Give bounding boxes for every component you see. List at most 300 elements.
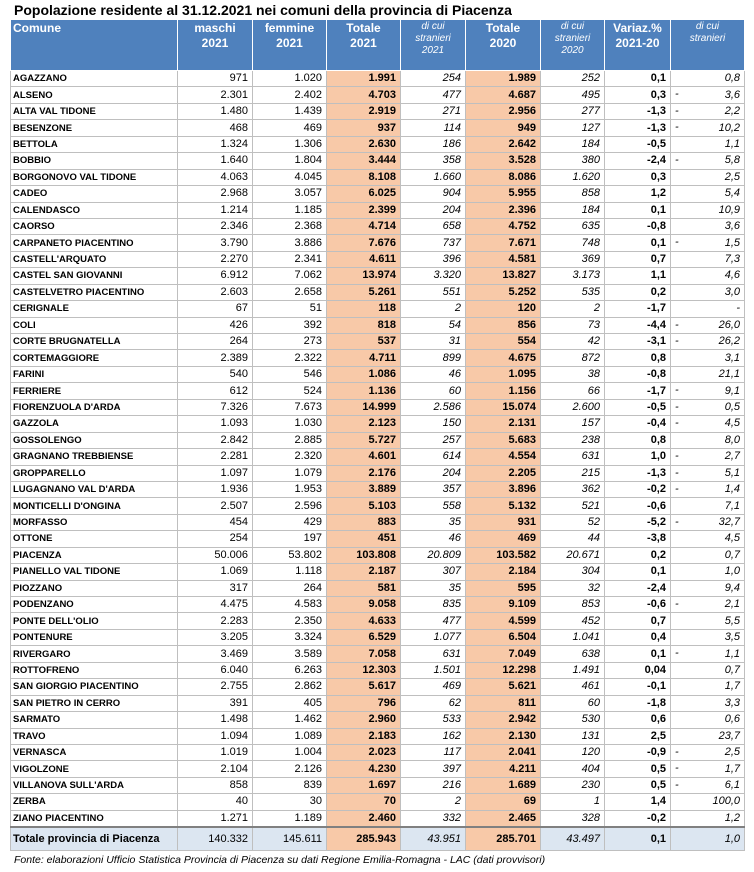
cell-variazione-stranieri: 2,5 bbox=[671, 169, 745, 185]
table-row bbox=[11, 646, 745, 662]
header-stranieri2021 bbox=[401, 20, 466, 71]
cell-variazione: 0,1 bbox=[605, 202, 671, 218]
cell-femmine: 273 bbox=[253, 334, 327, 350]
cell-stranieri-2021: 658 bbox=[401, 218, 466, 234]
table-row bbox=[11, 547, 745, 563]
cell-variazione: -2,4 bbox=[605, 153, 671, 169]
cell-maschi: 858 bbox=[178, 777, 253, 793]
cell-totale-2020: 5.252 bbox=[466, 284, 541, 300]
cell-variazione-stranieri: 1,0 bbox=[671, 827, 745, 851]
cell-totale-2020: 4.554 bbox=[466, 449, 541, 465]
header-femmine bbox=[253, 20, 327, 71]
cell-totale-2021: 451 bbox=[327, 531, 401, 547]
cell-totale-2021: 2.187 bbox=[327, 564, 401, 580]
cell-variazione: -0,8 bbox=[605, 366, 671, 382]
cell-totale-2020: 5.132 bbox=[466, 498, 541, 514]
table-row bbox=[11, 679, 745, 695]
header-line: 2020 bbox=[489, 36, 517, 50]
cell-variazione: -1,8 bbox=[605, 695, 671, 711]
value: 2,7 bbox=[724, 450, 740, 463]
header-comune bbox=[11, 20, 178, 71]
header-line: Comune bbox=[13, 21, 61, 35]
cell-comune: CASTELL'ARQUATO bbox=[11, 251, 178, 267]
cell-comune: ZERBA bbox=[11, 794, 178, 810]
table-row bbox=[11, 613, 745, 629]
cell-totale-2020: 4.581 bbox=[466, 251, 541, 267]
cell-variazione-stranieri bbox=[671, 465, 745, 481]
cell-variazione-stranieri bbox=[671, 646, 745, 662]
cell-femmine: 1.089 bbox=[253, 728, 327, 744]
table-row bbox=[11, 432, 745, 448]
cell-variazione-stranieri bbox=[671, 235, 745, 251]
negative-marker: - bbox=[675, 482, 679, 495]
cell-stranieri-2021: 2 bbox=[401, 301, 466, 317]
cell-stranieri-2021: 186 bbox=[401, 136, 466, 152]
cell-femmine: 2.368 bbox=[253, 218, 327, 234]
header-line: 2021 bbox=[276, 36, 303, 50]
population-table-wrapper bbox=[10, 19, 744, 851]
cell-femmine: 4.583 bbox=[253, 597, 327, 613]
table-row bbox=[11, 794, 745, 810]
cell-totale-2020: 15.074 bbox=[466, 399, 541, 415]
header-line: di cui bbox=[560, 21, 585, 32]
cell-comune: GOSSOLENGO bbox=[11, 432, 178, 448]
cell-comune: CORTEMAGGIORE bbox=[11, 350, 178, 366]
cell-totale-2021: 14.999 bbox=[327, 399, 401, 415]
cell-totale-2021: 8.108 bbox=[327, 169, 401, 185]
cell-stranieri-2020: 120 bbox=[541, 744, 605, 760]
cell-variazione-stranieri bbox=[671, 744, 745, 760]
cell-maschi: 254 bbox=[178, 531, 253, 547]
value: 4,5 bbox=[724, 417, 740, 430]
table-row bbox=[11, 301, 745, 317]
cell-comune: PIACENZA bbox=[11, 547, 178, 563]
cell-comune: VERNASCA bbox=[11, 744, 178, 760]
cell-maschi: 2.755 bbox=[178, 679, 253, 695]
cell-stranieri-2020: 184 bbox=[541, 136, 605, 152]
header-line: stranieri bbox=[415, 33, 451, 44]
cell-variazione: -1,3 bbox=[605, 120, 671, 136]
cell-totale-2020: 554 bbox=[466, 334, 541, 350]
header-line: Totale bbox=[346, 21, 381, 35]
table-row bbox=[11, 744, 745, 760]
cell-stranieri-2020: 1 bbox=[541, 794, 605, 810]
cell-stranieri-2020: 521 bbox=[541, 498, 605, 514]
cell-variazione-stranieri bbox=[671, 103, 745, 119]
cell-comune: CAORSO bbox=[11, 218, 178, 234]
cell-stranieri-2021: 54 bbox=[401, 317, 466, 333]
cell-totale-2021: 103.808 bbox=[327, 547, 401, 563]
cell-variazione: -1,3 bbox=[605, 103, 671, 119]
cell-stranieri-2021: 117 bbox=[401, 744, 466, 760]
cell-variazione-stranieri: 0,6 bbox=[671, 712, 745, 728]
cell-totale-2020: 2.465 bbox=[466, 810, 541, 827]
cell-stranieri-2020: 495 bbox=[541, 87, 605, 103]
cell-stranieri-2020: 157 bbox=[541, 416, 605, 432]
cell-totale-2020: 1.689 bbox=[466, 777, 541, 793]
cell-variazione-stranieri bbox=[671, 449, 745, 465]
cell-femmine: 3.324 bbox=[253, 629, 327, 645]
table-row bbox=[11, 186, 745, 202]
table-row bbox=[11, 120, 745, 136]
cell-totale-2021: 1.136 bbox=[327, 383, 401, 399]
table-row bbox=[11, 153, 745, 169]
cell-totale-2020: 856 bbox=[466, 317, 541, 333]
cell-totale-2020: 13.827 bbox=[466, 268, 541, 284]
cell-stranieri-2021: 614 bbox=[401, 449, 466, 465]
cell-maschi: 426 bbox=[178, 317, 253, 333]
cell-totale-2021: 883 bbox=[327, 514, 401, 530]
cell-totale-2021: 2.460 bbox=[327, 810, 401, 827]
cell-stranieri-2021: 2.586 bbox=[401, 399, 466, 415]
cell-totale-2020: 5.621 bbox=[466, 679, 541, 695]
cell-totale-2021: 2.023 bbox=[327, 744, 401, 760]
cell-variazione-stranieri bbox=[671, 761, 745, 777]
cell-variazione-stranieri bbox=[671, 597, 745, 613]
cell-maschi: 540 bbox=[178, 366, 253, 382]
cell-comune: RIVERGARO bbox=[11, 646, 178, 662]
cell-stranieri-2021: 20.809 bbox=[401, 547, 466, 563]
cell-stranieri-2020: 238 bbox=[541, 432, 605, 448]
cell-femmine: 1.306 bbox=[253, 136, 327, 152]
cell-variazione-stranieri bbox=[671, 481, 745, 497]
cell-femmine: 2.320 bbox=[253, 449, 327, 465]
cell-totale-2021: 5.103 bbox=[327, 498, 401, 514]
cell-totale-2021: 6.529 bbox=[327, 629, 401, 645]
negative-marker: - bbox=[675, 515, 679, 528]
cell-maschi: 1.271 bbox=[178, 810, 253, 827]
cell-maschi: 2.968 bbox=[178, 186, 253, 202]
table-row bbox=[11, 71, 745, 87]
cell-femmine: 1.079 bbox=[253, 465, 327, 481]
cell-stranieri-2021: 1.077 bbox=[401, 629, 466, 645]
cell-variazione-stranieri: 0,7 bbox=[671, 547, 745, 563]
cell-stranieri-2020: 638 bbox=[541, 646, 605, 662]
table-row bbox=[11, 449, 745, 465]
table-row bbox=[11, 218, 745, 234]
cell-stranieri-2020: 404 bbox=[541, 761, 605, 777]
cell-variazione-stranieri: - bbox=[671, 301, 745, 317]
cell-femmine: 2.402 bbox=[253, 87, 327, 103]
negative-marker: - bbox=[675, 88, 679, 101]
cell-variazione-stranieri: 10,9 bbox=[671, 202, 745, 218]
cell-femmine: 6.263 bbox=[253, 662, 327, 678]
cell-stranieri-2020: 73 bbox=[541, 317, 605, 333]
cell-femmine: 2.341 bbox=[253, 251, 327, 267]
cell-comune: TRAVO bbox=[11, 728, 178, 744]
cell-maschi: 2.346 bbox=[178, 218, 253, 234]
cell-variazione-stranieri: 5,5 bbox=[671, 613, 745, 629]
cell-maschi: 264 bbox=[178, 334, 253, 350]
cell-stranieri-2020: 748 bbox=[541, 235, 605, 251]
cell-maschi: 2.389 bbox=[178, 350, 253, 366]
cell-variazione-stranieri: 23,7 bbox=[671, 728, 745, 744]
cell-totale-2021: 4.611 bbox=[327, 251, 401, 267]
cell-maschi: 2.507 bbox=[178, 498, 253, 514]
cell-comune: BOBBIO bbox=[11, 153, 178, 169]
cell-variazione-stranieri: 8,0 bbox=[671, 432, 745, 448]
header-line: Variaz.% bbox=[613, 21, 662, 35]
cell-femmine: 1.185 bbox=[253, 202, 327, 218]
table-row bbox=[11, 235, 745, 251]
cell-stranieri-2021: 358 bbox=[401, 153, 466, 169]
cell-totale-2020: 2.396 bbox=[466, 202, 541, 218]
header-line: 2021 bbox=[201, 36, 229, 50]
table-row bbox=[11, 383, 745, 399]
cell-variazione: 0,04 bbox=[605, 662, 671, 678]
cell-comune: AGAZZANO bbox=[11, 71, 178, 87]
cell-stranieri-2020: 872 bbox=[541, 350, 605, 366]
table-row bbox=[11, 366, 745, 382]
cell-variazione: -1,3 bbox=[605, 465, 671, 481]
cell-variazione-stranieri: 0,7 bbox=[671, 662, 745, 678]
header-totale2020 bbox=[466, 20, 541, 71]
cell-maschi: 2.281 bbox=[178, 449, 253, 465]
cell-femmine: 1.462 bbox=[253, 712, 327, 728]
cell-variazione: -0,1 bbox=[605, 679, 671, 695]
cell-stranieri-2020: 60 bbox=[541, 695, 605, 711]
cell-comune: SAN PIETRO IN CERRO bbox=[11, 695, 178, 711]
cell-maschi: 971 bbox=[178, 71, 253, 87]
cell-femmine: 1.004 bbox=[253, 744, 327, 760]
table-row bbox=[11, 103, 745, 119]
table-row bbox=[11, 202, 745, 218]
cell-totale-2021: 4.633 bbox=[327, 613, 401, 629]
cell-totale-2021: 13.974 bbox=[327, 268, 401, 284]
cell-stranieri-2020: 631 bbox=[541, 449, 605, 465]
cell-comune: CALENDASCO bbox=[11, 202, 178, 218]
cell-totale-2020: 4.752 bbox=[466, 218, 541, 234]
cell-comune: GRAGNANO TREBBIENSE bbox=[11, 449, 178, 465]
value: 1,1 bbox=[724, 647, 740, 660]
cell-totale-2020: 1.156 bbox=[466, 383, 541, 399]
cell-variazione: -2,4 bbox=[605, 580, 671, 596]
table-row bbox=[11, 728, 745, 744]
cell-comune: GAZZOLA bbox=[11, 416, 178, 432]
table-row bbox=[11, 317, 745, 333]
cell-maschi: 2.603 bbox=[178, 284, 253, 300]
cell-variazione: 0,6 bbox=[605, 712, 671, 728]
cell-femmine: 2.322 bbox=[253, 350, 327, 366]
cell-variazione: 0,5 bbox=[605, 761, 671, 777]
table-row bbox=[11, 761, 745, 777]
cell-maschi: 2.301 bbox=[178, 87, 253, 103]
cell-variazione-stranieri: 3,1 bbox=[671, 350, 745, 366]
cell-femmine: 3.057 bbox=[253, 186, 327, 202]
cell-stranieri-2020: 635 bbox=[541, 218, 605, 234]
cell-stranieri-2021: 1.501 bbox=[401, 662, 466, 678]
cell-maschi: 67 bbox=[178, 301, 253, 317]
cell-maschi: 140.332 bbox=[178, 827, 253, 851]
cell-totale-2021: 7.676 bbox=[327, 235, 401, 251]
value: 1,4 bbox=[724, 483, 740, 496]
table-row bbox=[11, 564, 745, 580]
header-variaz_stranieri bbox=[671, 20, 745, 71]
cell-comune: VILLANOVA SULL'ARDA bbox=[11, 777, 178, 793]
cell-stranieri-2021: 46 bbox=[401, 531, 466, 547]
table-row bbox=[11, 695, 745, 711]
cell-stranieri-2020: 32 bbox=[541, 580, 605, 596]
cell-totale-2020: 4.599 bbox=[466, 613, 541, 629]
cell-stranieri-2020: 252 bbox=[541, 71, 605, 87]
cell-stranieri-2021: 257 bbox=[401, 432, 466, 448]
negative-marker: - bbox=[675, 598, 679, 610]
cell-totale-2021: 285.943 bbox=[327, 827, 401, 851]
cell-totale-2020: 69 bbox=[466, 794, 541, 810]
cell-variazione-stranieri: 3,3 bbox=[671, 695, 745, 711]
table-row bbox=[11, 465, 745, 481]
cell-stranieri-2021: 899 bbox=[401, 350, 466, 366]
cell-stranieri-2021: 477 bbox=[401, 87, 466, 103]
cell-stranieri-2021: 43.951 bbox=[401, 827, 466, 851]
cell-comune: OTTONE bbox=[11, 531, 178, 547]
cell-totale-2021: 1.991 bbox=[327, 71, 401, 87]
cell-comune: PIANELLO VAL TIDONE bbox=[11, 564, 178, 580]
cell-stranieri-2021: 307 bbox=[401, 564, 466, 580]
cell-comune: SARMATO bbox=[11, 712, 178, 728]
value: 5,8 bbox=[724, 154, 740, 167]
value: 26,2 bbox=[718, 335, 740, 348]
cell-variazione-stranieri: 1,7 bbox=[671, 679, 745, 695]
cell-totale-2020: 5.683 bbox=[466, 432, 541, 448]
cell-variazione-stranieri bbox=[671, 120, 745, 136]
cell-totale-2021: 2.630 bbox=[327, 136, 401, 152]
value: 2,1 bbox=[724, 598, 740, 611]
negative-marker: - bbox=[675, 466, 679, 479]
cell-maschi: 1.214 bbox=[178, 202, 253, 218]
cell-variazione: 0,2 bbox=[605, 284, 671, 300]
cell-femmine: 1.804 bbox=[253, 153, 327, 169]
cell-femmine: 30 bbox=[253, 794, 327, 810]
cell-variazione-stranieri bbox=[671, 514, 745, 530]
cell-maschi: 1.936 bbox=[178, 481, 253, 497]
table-row bbox=[11, 597, 745, 613]
cell-totale-2021: 7.058 bbox=[327, 646, 401, 662]
cell-totale-2020: 7.671 bbox=[466, 235, 541, 251]
cell-maschi: 1.324 bbox=[178, 136, 253, 152]
cell-stranieri-2020: 42 bbox=[541, 334, 605, 350]
header-line: 2021-20 bbox=[615, 36, 660, 50]
cell-variazione: -4,4 bbox=[605, 317, 671, 333]
cell-femmine: 469 bbox=[253, 120, 327, 136]
cell-variazione: 0,1 bbox=[605, 564, 671, 580]
cell-stranieri-2021: 31 bbox=[401, 334, 466, 350]
cell-stranieri-2020: 1.491 bbox=[541, 662, 605, 678]
source-note: Fonte: elaborazioni Ufficio Statistica Provincia di Piacenza su dati Regione Emilia-Romagna - LAC (dati provvisori) bbox=[14, 854, 546, 866]
cell-maschi: 454 bbox=[178, 514, 253, 530]
table-row bbox=[11, 268, 745, 284]
cell-variazione: -1,7 bbox=[605, 383, 671, 399]
cell-stranieri-2021: 2 bbox=[401, 794, 466, 810]
cell-totale-2021: 537 bbox=[327, 334, 401, 350]
value: 1,7 bbox=[724, 762, 740, 775]
cell-comune: Totale provincia di Piacenza bbox=[11, 827, 178, 851]
cell-comune: FARINI bbox=[11, 366, 178, 382]
table-row bbox=[11, 712, 745, 728]
value: 32,7 bbox=[718, 516, 740, 529]
cell-variazione: 0,2 bbox=[605, 547, 671, 563]
cell-femmine: 1.189 bbox=[253, 810, 327, 827]
cell-comune: PODENZANO bbox=[11, 597, 178, 613]
cell-totale-2020: 12.298 bbox=[466, 662, 541, 678]
cell-femmine: 392 bbox=[253, 317, 327, 333]
cell-variazione-stranieri: 7,1 bbox=[671, 498, 745, 514]
table-row bbox=[11, 399, 745, 415]
header-line: 2020 bbox=[561, 45, 584, 56]
cell-stranieri-2020: 853 bbox=[541, 597, 605, 613]
cell-maschi: 4.063 bbox=[178, 169, 253, 185]
cell-variazione: -0,5 bbox=[605, 136, 671, 152]
cell-variazione: -0,2 bbox=[605, 810, 671, 827]
cell-comune: CARPANETO PIACENTINO bbox=[11, 235, 178, 251]
cell-maschi: 2.104 bbox=[178, 761, 253, 777]
cell-stranieri-2020: 215 bbox=[541, 465, 605, 481]
cell-maschi: 50.006 bbox=[178, 547, 253, 563]
cell-totale-2020: 103.582 bbox=[466, 547, 541, 563]
cell-stranieri-2020: 20.671 bbox=[541, 547, 605, 563]
cell-variazione-stranieri: 4,5 bbox=[671, 531, 745, 547]
cell-variazione-stranieri bbox=[671, 334, 745, 350]
cell-comune: SAN GIORGIO PIACENTINO bbox=[11, 679, 178, 695]
cell-stranieri-2020: 858 bbox=[541, 186, 605, 202]
cell-stranieri-2020: 3.173 bbox=[541, 268, 605, 284]
cell-comune: ROTTOFRENO bbox=[11, 662, 178, 678]
cell-stranieri-2021: 60 bbox=[401, 383, 466, 399]
cell-stranieri-2021: 254 bbox=[401, 71, 466, 87]
table-row bbox=[11, 350, 745, 366]
cell-stranieri-2020: 2.600 bbox=[541, 399, 605, 415]
cell-stranieri-2021: 46 bbox=[401, 366, 466, 382]
table-row bbox=[11, 481, 745, 497]
cell-variazione-stranieri: 9,4 bbox=[671, 580, 745, 596]
cell-femmine: 7.062 bbox=[253, 268, 327, 284]
cell-maschi: 391 bbox=[178, 695, 253, 711]
cell-maschi: 3.469 bbox=[178, 646, 253, 662]
cell-stranieri-2020: 535 bbox=[541, 284, 605, 300]
cell-stranieri-2021: 397 bbox=[401, 761, 466, 777]
cell-stranieri-2020: 530 bbox=[541, 712, 605, 728]
cell-stranieri-2021: 631 bbox=[401, 646, 466, 662]
table-row bbox=[11, 251, 745, 267]
cell-totale-2020: 2.942 bbox=[466, 712, 541, 728]
cell-stranieri-2020: 304 bbox=[541, 564, 605, 580]
cell-comune: FIORENZUOLA D'ARDA bbox=[11, 399, 178, 415]
cell-femmine: 3.589 bbox=[253, 646, 327, 662]
value: 10,2 bbox=[718, 121, 740, 134]
cell-femmine: 197 bbox=[253, 531, 327, 547]
table-row bbox=[11, 777, 745, 793]
cell-stranieri-2021: 204 bbox=[401, 465, 466, 481]
cell-stranieri-2020: 131 bbox=[541, 728, 605, 744]
cell-comune: CERIGNALE bbox=[11, 301, 178, 317]
header-totale2021 bbox=[327, 20, 401, 71]
cell-totale-2021: 4.711 bbox=[327, 350, 401, 366]
cell-femmine: 3.886 bbox=[253, 235, 327, 251]
cell-comune: CADEO bbox=[11, 186, 178, 202]
cell-stranieri-2021: 904 bbox=[401, 186, 466, 202]
negative-marker: - bbox=[675, 400, 679, 413]
cell-femmine: 7.673 bbox=[253, 399, 327, 415]
table-row bbox=[11, 662, 745, 678]
cell-variazione: 1,1 bbox=[605, 268, 671, 284]
cell-stranieri-2021: 477 bbox=[401, 613, 466, 629]
cell-variazione-stranieri: 1,0 bbox=[671, 564, 745, 580]
cell-femmine: 2.885 bbox=[253, 432, 327, 448]
cell-stranieri-2021: 216 bbox=[401, 777, 466, 793]
cell-totale-2021: 6.025 bbox=[327, 186, 401, 202]
cell-variazione: -3,1 bbox=[605, 334, 671, 350]
cell-variazione-stranieri: 7,3 bbox=[671, 251, 745, 267]
